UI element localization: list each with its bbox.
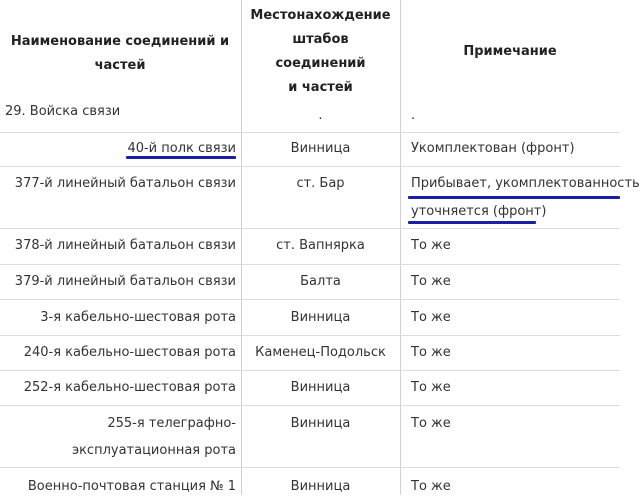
header-location-line: Местонахождение (250, 8, 391, 23)
header-name (0, 30, 240, 78)
row-name: 255-я телеграфно- (107, 416, 236, 431)
header-location-line: соединений (275, 56, 366, 71)
header-name-line: Наименование соединений и (10, 34, 230, 49)
row-name: 378-й линейный батальон связи (14, 238, 236, 253)
row-note: То же (411, 380, 451, 395)
row-divider (0, 264, 620, 265)
row-name: 40-й полк связи (127, 141, 236, 156)
row-location: Винница (290, 141, 351, 156)
row-name: 3-я кабельно-шестовая рота (40, 310, 236, 325)
row-note: То же (411, 416, 451, 431)
row-name: эксплуатационная рота (71, 443, 236, 458)
row-divider (0, 299, 620, 300)
row-location: ст. Бар (296, 176, 345, 191)
row-divider (0, 370, 620, 371)
row-name: 240-я кабельно-шестовая рота (23, 345, 236, 360)
row-location: Каменец-Подольск (255, 345, 386, 360)
row-location: ст. Вапнярка (276, 238, 365, 253)
row-name: 379-й линейный батальон связи (14, 274, 236, 289)
highlight-underline (408, 221, 536, 224)
row-location: Винница (290, 310, 351, 325)
header-location-line: и частей (288, 80, 353, 95)
highlight-underline (126, 156, 236, 159)
row-name: 252-я кабельно-шестовая рота (23, 380, 236, 395)
highlight-underline (408, 196, 620, 199)
row-divider (0, 405, 620, 406)
header-name-line: частей (94, 58, 146, 73)
row-note: То же (411, 274, 451, 289)
row-note: То же (411, 310, 451, 325)
row-location: Балта (300, 274, 341, 289)
section-location: . (318, 108, 323, 123)
column-divider (400, 0, 401, 495)
section-title: 29. Войска связи (5, 104, 121, 119)
row-divider (0, 132, 620, 133)
row-divider (0, 335, 620, 336)
row-location: Винница (290, 416, 351, 431)
header-location (241, 4, 400, 100)
section-note: . (411, 108, 416, 123)
row-divider (0, 228, 620, 229)
row-note: То же (411, 345, 451, 360)
row-note: То же (411, 479, 451, 494)
row-note: То же (411, 238, 451, 253)
row-name: 377-й линейный батальон связи (14, 176, 236, 191)
row-location: Винница (290, 479, 351, 494)
row-location: Винница (290, 380, 351, 395)
row-note: Укомплектован (фронт) (411, 141, 575, 156)
row-name: Военно-почтовая станция № 1 (27, 479, 236, 494)
header-note: Примечание (463, 44, 557, 59)
row-note: уточняется (фронт) (411, 204, 547, 219)
row-divider (0, 467, 620, 468)
header-location-line: штабов (292, 32, 349, 47)
row-note: Прибывает, укомплектованность (411, 176, 640, 191)
row-divider (0, 166, 620, 167)
